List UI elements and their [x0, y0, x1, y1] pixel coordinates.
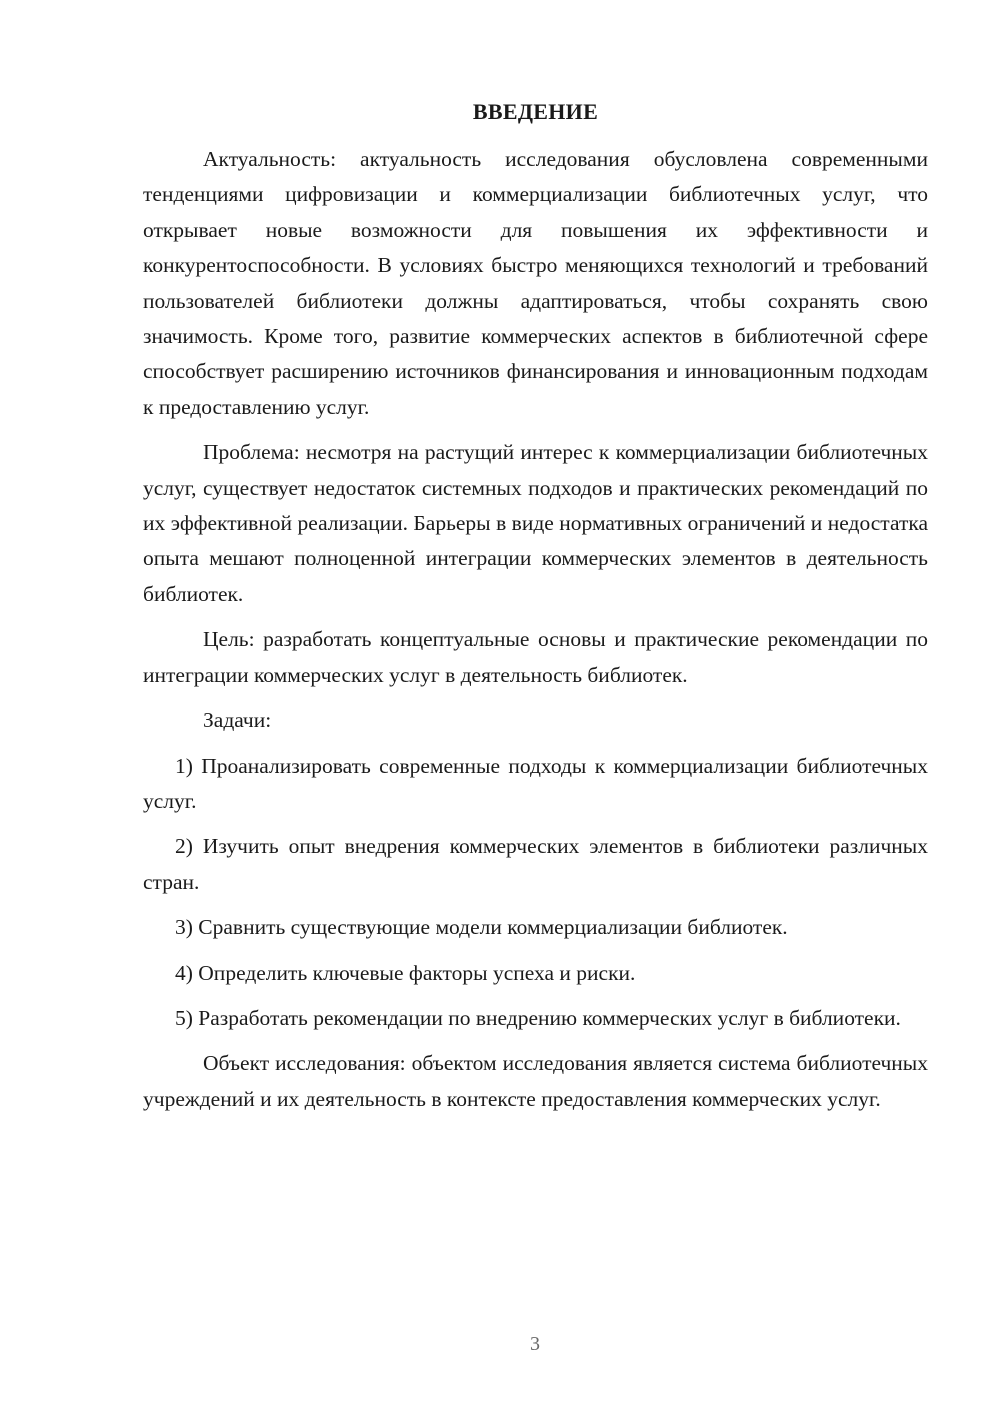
- paragraph-relevance: Актуальность: актуальность исследования обусловлена современными тенденциями цифровизации и коммерциализации библиотечных услуг, что открывает новые возможности для повышения их эффективности и конкурентоспособности. В условиях быстро меняющихся технологий и требований пользователей библиотеки должны адаптироваться, чтобы сохранять свою значимость. Кроме того, развитие коммерческих аспектов в библиотечной сфере способствует расширению источников финансирования и инновационным подходам к предоставлению услуг.: [143, 147, 928, 419]
- page-number: 3: [530, 1333, 540, 1355]
- paragraph-problem: Проблема: несмотря на растущий интерес к коммерциализации библиотечных услуг, существует недостаток системных подходов и практических рекомендаций по их эффективной реализации. Барьеры в виде нормативных ограничений и недостатка опыта мешают полноценной интеграции коммерческих элементов в деятельность библиотек.: [143, 440, 928, 606]
- page-content: [143, 96, 928, 1127]
- task-item-2: 2) Изучить опыт внедрения коммерческих элементов в библиотеки различных стран.: [143, 834, 928, 894]
- task-item-3: 3) Сравнить существующие модели коммерциализации библиотек.: [175, 915, 788, 940]
- paragraph-goal: Цель: разработать концептуальные основы и практические рекомендации по интеграции коммерческих услуг в деятельность библиотек.: [143, 627, 928, 687]
- tasks-label: Задачи:: [203, 708, 272, 733]
- page-title: ВВЕДЕНИЕ: [472, 99, 599, 124]
- task-item-4: 4) Определить ключевые факторы успеха и риски.: [175, 960, 636, 985]
- task-item-1: 1) Проанализировать современные подходы к коммерциализации библиотечных услуг.: [143, 753, 928, 813]
- paragraph-object: Объект исследования: объектом исследования является система библиотечных учреждений и их деятельность в контексте предоставления коммерческих услуг.: [143, 1051, 928, 1111]
- task-item-5: 5) Разработать рекомендации по внедрению коммерческих услуг в библиотеки.: [175, 1005, 901, 1030]
